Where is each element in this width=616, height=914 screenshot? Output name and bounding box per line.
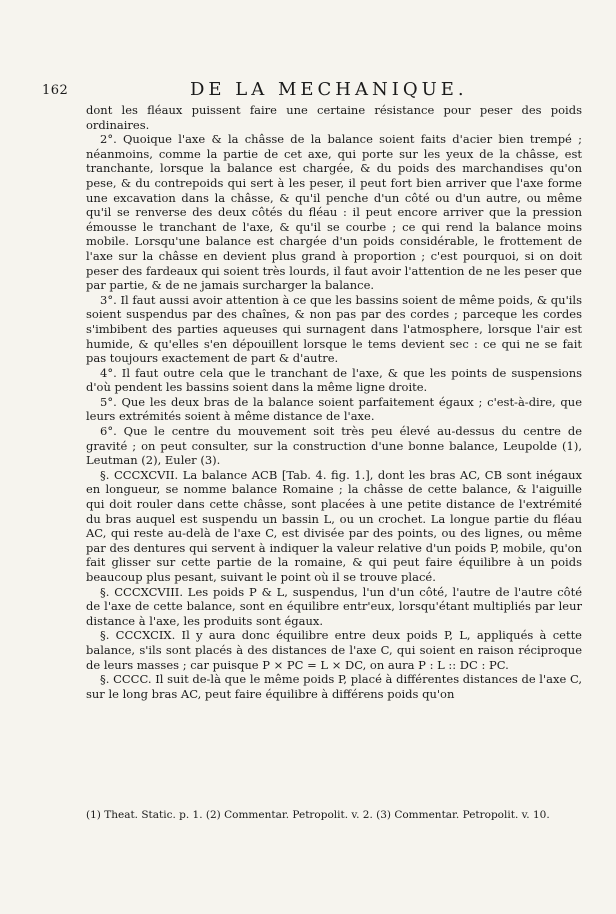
paragraph-point-6: 6°. Que le centre du mouvement soit très peu élevé au-dessus du centre de gravité ; on peut consulter, sur la construction d'une bonne balance, Leupolde (1), Leutman (2), Euler (3). [86, 424, 582, 468]
paragraph-point-2: 2°. Quoique l'axe & la châsse de la balance soient faits d'acier bien trempé ; néanmoins, comme la partie de cet axe, qui porte sur les yeux de la châsse, est tranchante, lorsque la balance est chargée, & du poids des marchandises qu'on pese, & du contrepoids qui sert à les peser, il peut fort bien arriver que l'axe forme une excavation dans la châsse, & qu'il penche d'un côté ou d'un autre, ou même qu'il se renverse des deux côtés du fléau : il peut encore arriver que la pression émousse le tranchant de l'axe, & qu'il se courbe ; ce qui rend la balance moins mobile. Lorsqu'une balance est chargée d'un poids considérable, le frottement de l'axe sur la châsse en devient plus grand à proportion ; c'est pourquoi, si on doit peser des fardeaux qui soient très lourds, il faut avoir l'attention de ne les peser que par partie, & de ne jamais surcharger la balance. [86, 132, 582, 293]
paragraph-point-4: 4°. Il faut outre cela que le tranchant de l'axe, & que les points de suspensions d'où pendent les bassins soient dans la même ligne droite. [86, 365, 582, 395]
running-head: DE LA MECHANIQUE. [190, 79, 468, 100]
paragraph-section-399: §. CCCXCIX. Il y aura donc équilibre entre deux poids P, L, appliqués à cette balance, s'ils sont placés à des distances de l'axe C, qui soient en raison réciproque de leurs masses ; car puisque P × PC = L × DC, on aura P : L :: DC : PC. [86, 628, 582, 672]
paragraph-section-398: §. CCCXCVIII. Les poids P & L, suspendus, l'un d'un côté, l'autre de l'autre côté de l'axe de cette balance, sont en équilibre entr'eux, lorsqu'étant multipliés par leur distance à l'axe, les produits sont égaux. [86, 584, 582, 628]
paragraph-point-5: 5°. Que les deux bras de la balance soient parfaitement égaux ; c'est-à-dire, que leurs extrémités soient à même distance de l'axe. [86, 394, 582, 424]
paragraph-section-400: §. CCCC. Il suit de-là que le même poids P, placé à différentes distances de l'axe C, sur le long bras AC, peut faire équilibre à différens poids qu'on [86, 672, 582, 701]
paragraph-section-397: §. CCCXCVII. La balance ACB [Tab. 4. fig. 1.], dont les bras AC, CB sont inégaux en longueur, se nomme balance Romaine ; la châsse de cette balance, & l'aiguille qui doit rouler dans cette châsse, sont placées à une petite distance de l'extrémité du bras auquel est suspendu un bassin L, ou un crochet. La longue partie du fléau AC, qui reste au-delà de l'axe C, est divisée par des points, ou des lignes, ou même par des dentures qui servent à indiquer la valeur relative d'un poids P, mobile, qu'on fait glisser sur cette partie de la romaine, & qui peut faire équilibre à un poids beaucoup plus pesant, suivant le point où il se trouve placé. [86, 467, 582, 584]
body-text [86, 103, 582, 701]
page-number: 162 [42, 83, 69, 98]
paragraph-point-3: 3°. Il faut aussi avoir attention à ce que les bassins soient de même poids, & qu'ils soient suspendus par des chaînes, & non pas par des cordes ; parceque les cordes s'imbibent des parties aqueuses qui surnagent dans l'atmosphere, lorsque l'air est humide, & qu'elles s'en dépouillent lorsque le tems devient sec : ce qui ne se fait pas toujours exactement de part & d'autre. [86, 292, 582, 366]
paragraph-continuation: dont les fléaux puissent faire une certaine résistance pour peser des poids ordinaires. [86, 103, 582, 132]
footnotes: (1) Theat. Static. p. 1. (2) Commentar. Petropolit. v. 2. (3) Commentar. Petropolit. v. 10. [86, 809, 550, 821]
